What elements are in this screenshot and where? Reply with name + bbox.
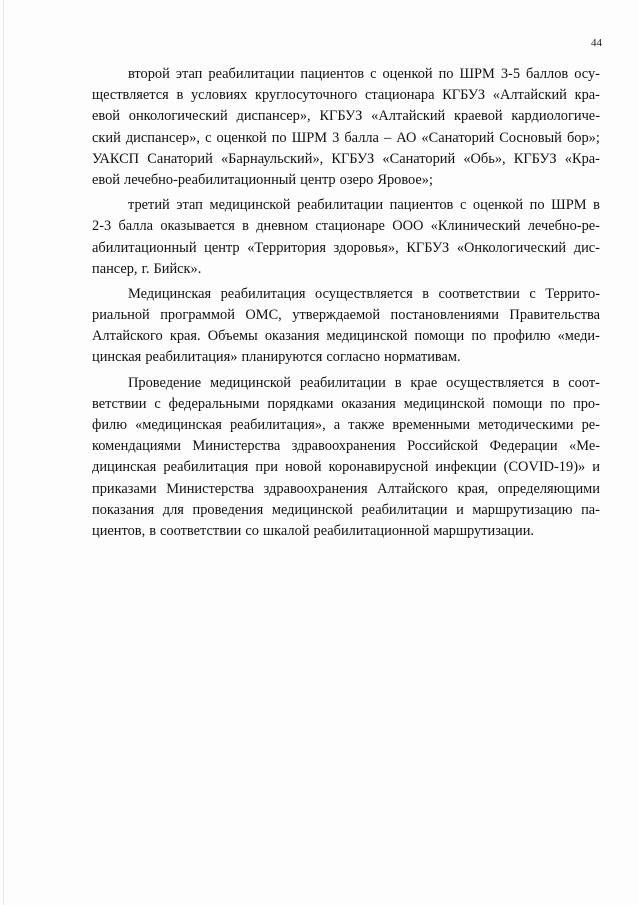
text-line: ветствии с федеральными порядками оказания медицинской помощи по про- [92, 395, 600, 412]
text-line: цинская реабилитация» планируются согласно нормативам. [92, 349, 461, 366]
text-line: показания для проведения медицинской реабилитации и маршрутизацию па- [92, 501, 600, 518]
paragraph [92, 64, 600, 191]
text-line: евой онкологический диспансер», КГБУЗ «Алтайский краевой кардиологиче- [92, 108, 600, 125]
text-line: ский диспансер», с оценкой по ШРМ 3 балла – АО «Санаторий Сосновый бор»; [92, 129, 600, 146]
paragraph [92, 195, 600, 280]
page-number: 44 [591, 37, 602, 49]
paragraph [92, 284, 600, 369]
text-line: Алтайского края. Объемы оказания медицинской помощи по профилю «меди- [92, 328, 600, 345]
text-line: второй этап реабилитации пациентов с оценкой по ШРМ 3-5 баллов осу- [128, 66, 600, 82]
text-line: ществляется в условиях круглосуточного стационара КГБУЗ «Алтайский кра- [92, 87, 600, 104]
scan-edge-mark [3, 0, 4, 905]
paragraph [92, 373, 600, 543]
text-line: приказами Министерства здравоохранения Алтайского края, определяющими [92, 480, 600, 497]
text-line: дицинская реабилитация при новой коронавирусной инфекции (COVID-19)» и [92, 459, 600, 476]
text-line: абилитационный центр «Территория здоровья», КГБУЗ «Онкологический дис- [92, 239, 600, 256]
text-line: третий этап медицинской реабилитации пациентов с оценкой по ШРМ в [128, 197, 600, 214]
text-line: евой лечебно-реабилитационный центр озеро Яровое»; [92, 171, 433, 188]
text-line: риальной программой ОМС, утверждаемой постановлениями Правительства [92, 307, 600, 324]
text-line: комендациями Министерства здравоохранения Российской Федерации «Ме- [92, 438, 600, 455]
text-line: Медицинская реабилитация осуществляется в соответствии с Террито- [128, 285, 600, 302]
text-line: Проведение медицинской реабилитации в крае осуществляется в соот- [128, 374, 600, 391]
body-text [92, 64, 600, 542]
text-line: циентов, в соответствии со шкалой реабилитационной маршрутизации. [92, 522, 534, 539]
text-line: 2-3 балла оказывается в дневном стационаре ООО «Клинический лечебно-ре- [92, 218, 600, 235]
text-line: УАКСП Санаторий «Барнаульский», КГБУЗ «Санаторий «Обь», КГБУЗ «Кра- [92, 150, 600, 167]
text-line: филю «медицинская реабилитация», а также временными методическими ре- [92, 417, 600, 433]
text-line: пансер, г. Бийск». [92, 260, 202, 277]
